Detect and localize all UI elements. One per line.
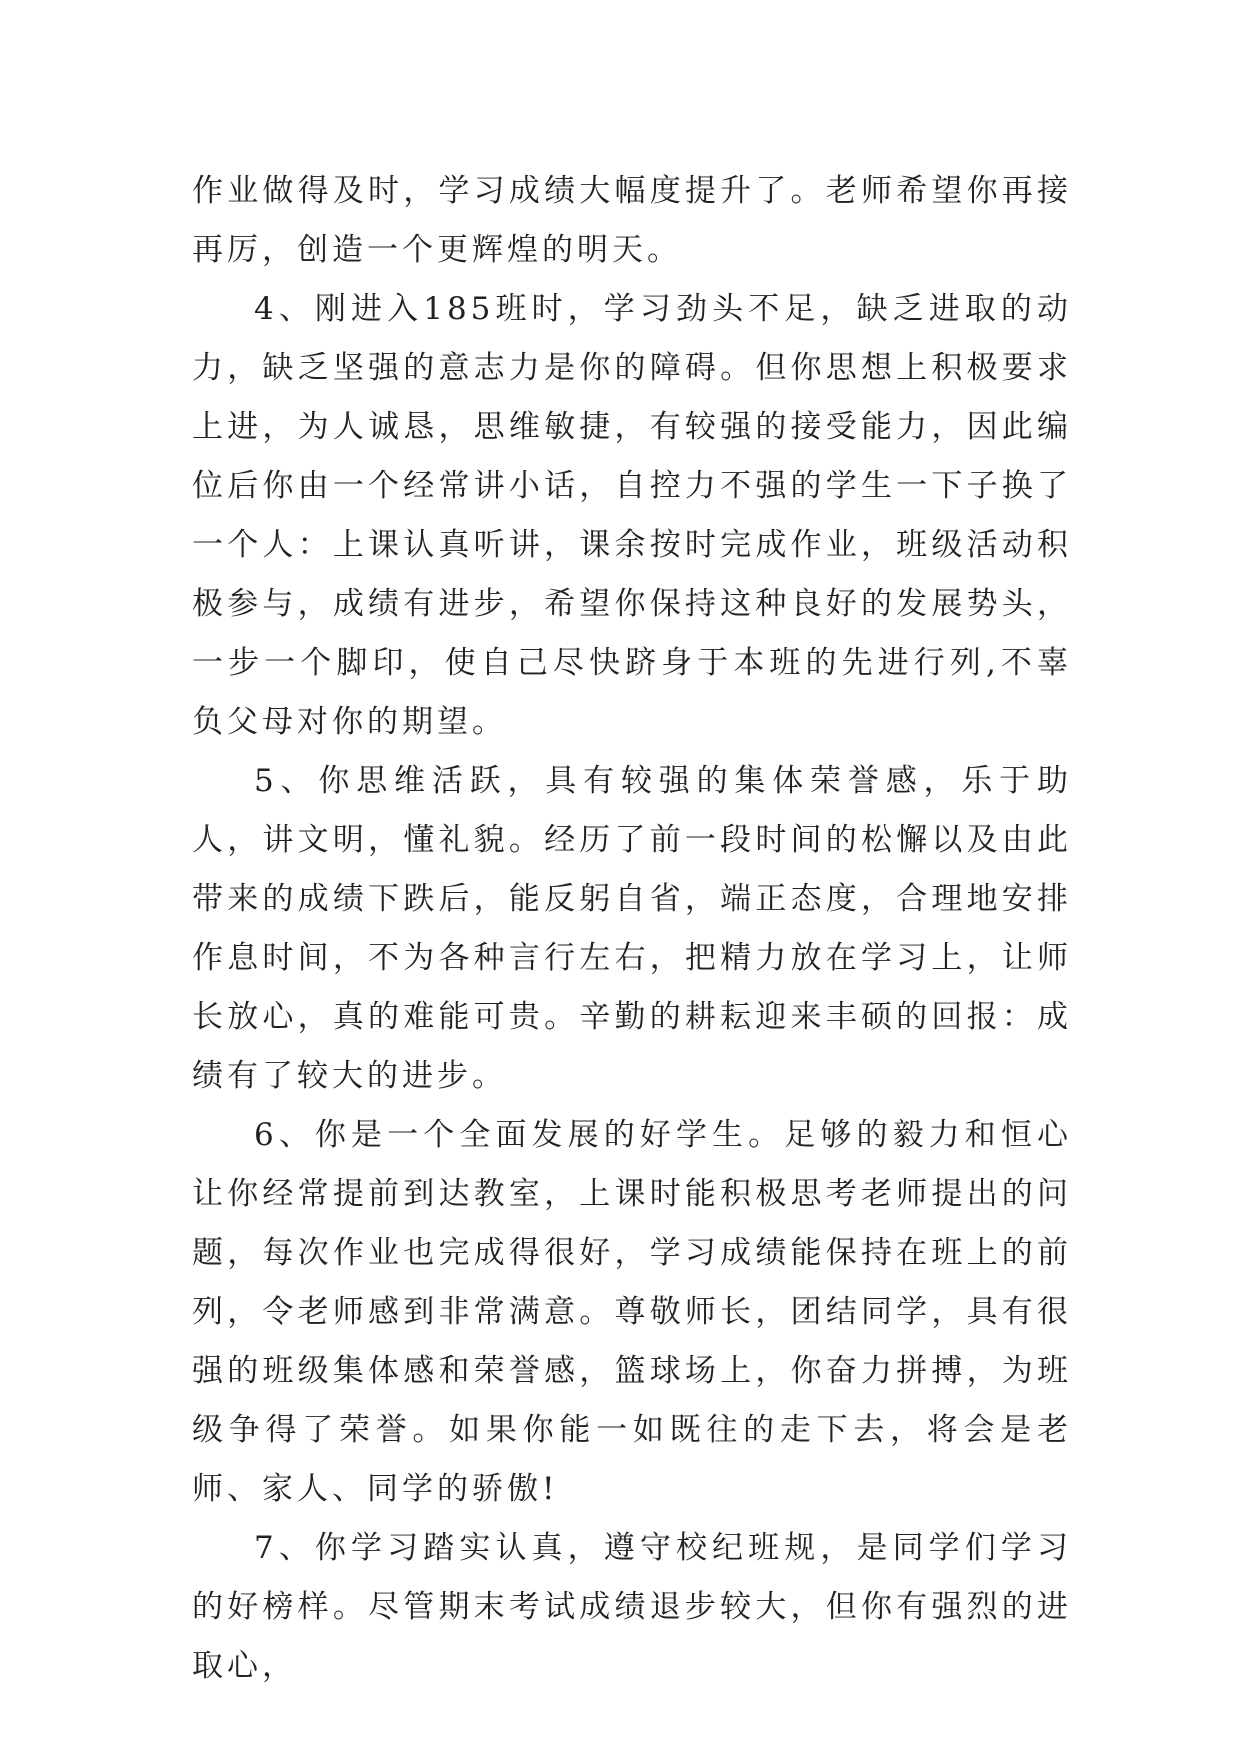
paragraph-comment-6: 6、你是一个全面发展的好学生。足够的毅力和恒心让你经常提前到达教室，上课时能积极思考老师提出的问题，每次作业也完成得很好，学习成绩能保持在班上的前列，令老师感到非常满意。尊敬师长，团结同学，具有很强的班级集体感和荣誉感，篮球场上，你奋力拼搏，为班级争得了荣誉。如果你能一如既往的走下去，将会是老师、家人、同学的骄傲! bbox=[192, 1117, 1072, 1507]
paragraph-comment-4: 4、刚进入185班时，学习劲头不足，缺乏进取的动力，缺乏坚强的意志力是你的障碍。但你思想上积极要求上进，为人诚恳，思维敏捷，有较强的接受能力，因此编位后你由一个经常讲小话，自控力不强的学生一下子换了一个人：上课认真听讲，课余按时完成作业，班级活动积极参与，成绩有进步，希望你保持这种良好的发展势头，一步一个脚印，使自己尽快跻身于本班的先进行列,不辜负父母对你的期望。 bbox=[192, 291, 1072, 740]
paragraph-comment-7: 7、你学习踏实认真，遵守校纪班规，是同学们学习的好榜样。尽管期末考试成绩退步较大，但你有强烈的进取心， bbox=[192, 1530, 1072, 1684]
document-body bbox=[192, 162, 1072, 1696]
paragraph-continuation: 作业做得及时，学习成绩大幅度提升了。老师希望你再接再厉，创造一个更辉煌的明天。 bbox=[192, 173, 1072, 268]
paragraph-comment-5: 5、你思维活跃，具有较强的集体荣誉感，乐于助人，讲文明，懂礼貌。经历了前一段时间的松懈以及由此带来的成绩下跌后，能反躬自省，端正态度，合理地安排作息时间，不为各种言行左右，把精力放在学习上，让师长放心，真的难能可贵。辛勤的耕耘迎来丰硕的回报：成绩有了较大的进步。 bbox=[192, 763, 1072, 1094]
